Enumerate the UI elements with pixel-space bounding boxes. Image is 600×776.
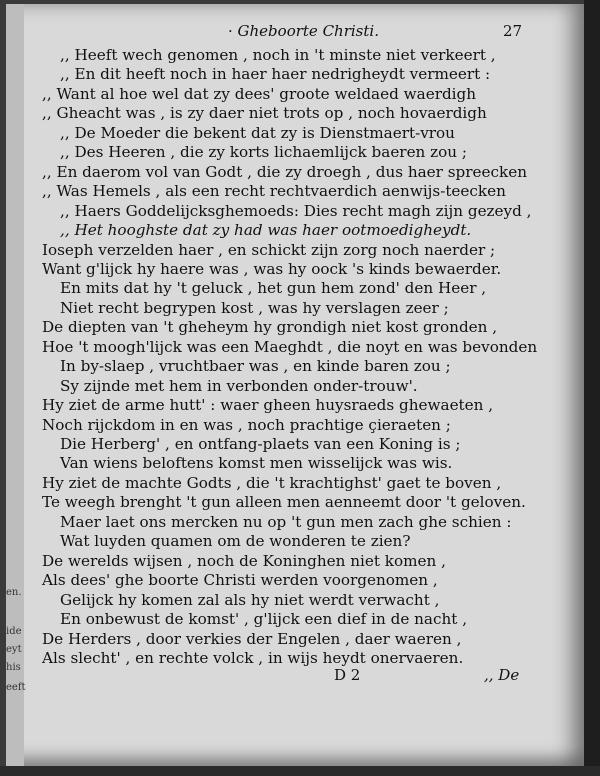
- verse-line: Maer laet ons mercken nu op 't gun men zach ghe schien :: [60, 512, 512, 531]
- verse-line: Sy zijnde met hem in verbonden onder-trouw'.: [60, 376, 418, 395]
- verse-line: ,, Gheacht was , is zy daer niet trots op , noch hovaerdigh: [42, 104, 487, 123]
- verse-line: In by-slaep , vruchtbaer was , en kinde baren zou ;: [60, 357, 451, 376]
- verse-line: ,, Was Hemels , als een recht rechtvaerdich aenwijs-teecken: [42, 182, 506, 201]
- left-margin-facing-page: [6, 4, 24, 766]
- verse-line: De werelds wijsen , noch de Koninghen niet komen ,: [42, 551, 446, 570]
- signature-mark: D 2: [334, 666, 361, 684]
- verse-line: Gelijck hy komen zal als hy niet werdt verwacht ,: [60, 590, 440, 609]
- page-edge-shadow: [584, 0, 600, 776]
- catchword: ,, De: [484, 666, 520, 684]
- margin-fragment: eeft: [6, 682, 26, 693]
- verse-line: Als dees' ghe boorte Christi werden voorgenomen ,: [42, 571, 438, 590]
- margin-fragment: eyt: [6, 644, 22, 655]
- verse-line: ,, Heeft wech genomen , noch in 't minste niet verkeert ,: [60, 46, 496, 64]
- verse-line: ,, Want al hoe wel dat zy dees' groote weldaed waerdigh: [42, 84, 477, 103]
- verse-line: ,, En dit heeft noch in haer haer nedrigheydt vermeert :: [60, 65, 491, 84]
- page-number: 27: [503, 22, 523, 40]
- verse-line: De diepten van 't gheheym hy grondigh niet kost gronden ,: [42, 318, 498, 337]
- verse-line: Niet recht begrypen kost , was hy verslagen zeer ;: [60, 298, 449, 317]
- verse-line: ,, En daerom vol van Godt , die zy droegh , dus haer spreecken: [42, 162, 527, 181]
- verse-line: ,, De Moeder die bekent dat zy is Dienstmaert-vrou: [60, 123, 455, 142]
- verse-line: Hoe 't moogh'lijck was een Maeghdt , die noyt en was bevonden: [42, 337, 538, 356]
- verse-line: Te weegh brenght 't gun alleen men aenneemt door 't geloven.: [42, 493, 526, 512]
- verse-line: Ioseph verzelden haer , en schickt zijn zorg noch naerder ;: [42, 240, 496, 259]
- verse-line: Hy ziet de arme hutt' : waer gheen huysraeds ghewaeten ,: [42, 396, 494, 415]
- verse-line: Noch rijckdom in en was , noch prachtige çieraeten ;: [42, 415, 451, 434]
- verse-line: Want g'lijck hy haere was , was hy oock 's kinds bewaerder.: [42, 259, 502, 278]
- verse-line: ,, Haers Goddelijcksghemoeds: Dies recht magh zijn gezeyd ,: [60, 201, 532, 220]
- verse-line: Wat luyden quamen om de wonderen te zien?: [60, 532, 411, 551]
- verse-line: De Herders , door verkies der Engelen , daer waeren ,: [42, 629, 462, 648]
- verse-line: En onbewust de komst' , g'lijck een dief in de nacht ,: [60, 610, 468, 629]
- margin-fragment: his: [6, 662, 21, 673]
- page-header: [6, 22, 584, 42]
- verse-line: En mits dat hy 't geluck , het gun hem zond' den Heer ,: [60, 279, 487, 298]
- verse-line: ,, Het hooghste dat zy had was haer ootmoedigheydt.: [60, 221, 472, 240]
- verse-line: Die Herberg' , en ontfang-plaets van een Koning is ;: [60, 435, 461, 453]
- margin-fragment: en.: [6, 587, 22, 598]
- verse-line: Van wiens beloftens komst men wisselijck was wis.: [60, 454, 453, 473]
- verse-line: Hy ziet de machte Godts , die 't krachtighst' gaet te boven ,: [42, 473, 502, 492]
- running-title: · Gheboorte Christi.: [228, 22, 379, 40]
- verse-line: ,, Des Heeren , die zy korts lichaemlijck baeren zou ;: [60, 143, 468, 162]
- margin-fragment: ide: [6, 626, 22, 637]
- page-bottom-shadow: [0, 766, 600, 776]
- book-page: [6, 4, 584, 766]
- verse-line: Als slecht' , en rechte volck , in wijs heydt onervaeren.: [42, 648, 464, 667]
